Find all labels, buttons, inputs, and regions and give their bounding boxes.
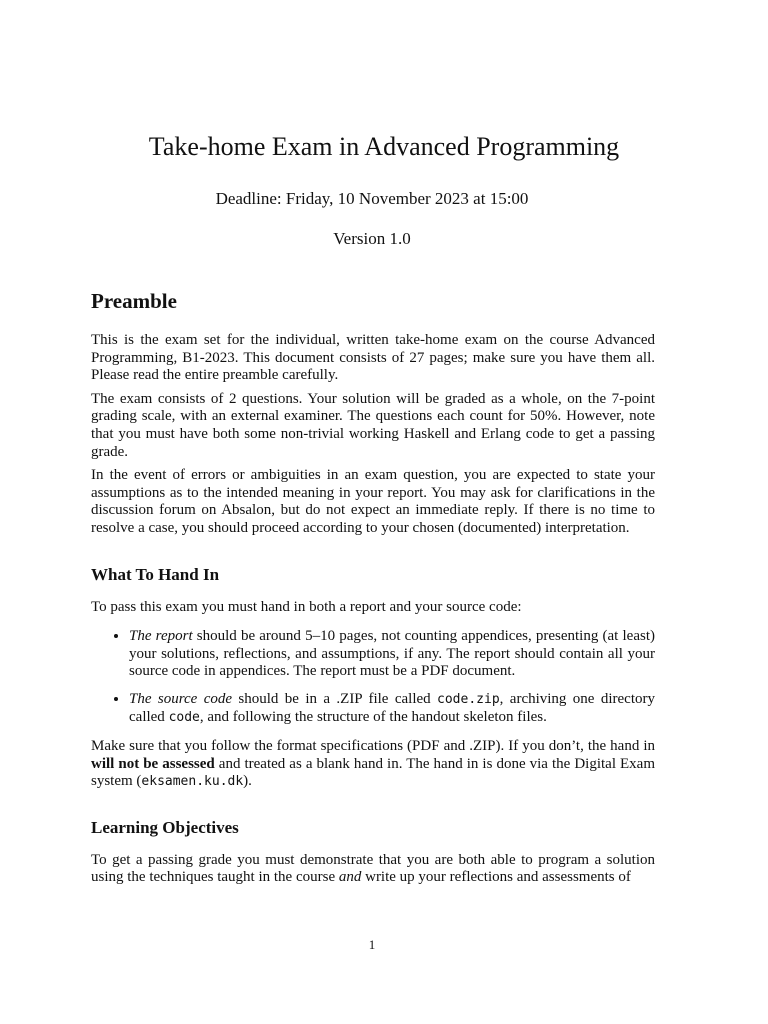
hand-in-list-item-source [129,691,655,726]
deadline-line: Deadline: Friday, 10 November 2023 at 15:00 [215,189,529,208]
directory-name: code [168,709,200,725]
document-body [91,288,655,893]
objectives-heading: Learning Objectives [91,817,239,837]
closing-text-c: ). [243,773,252,790]
source-code-text-c: , and following the structure of the handout skeleton files. [199,708,547,725]
source-code-text-a: should be in a .ZIP file called [232,690,438,707]
source-code-text-b: , archiving one directory called [129,690,655,725]
hand-in-heading: What To Hand In [91,564,220,584]
zip-filename: code.zip [437,691,500,707]
report-emphasis: The report [129,628,193,645]
preamble-paragraph-3: In the event of errors or ambiguities in an exam question, you are expected to state your assumptions as to the intended meaning in your report. You may ask for clarifications in the discussion forum on Absalon, but do not expect an immediate reply. If there is no time to resolve a case, you should proceed according to your chosen (documented) interpretation. [91,467,655,536]
will-not-be-assessed: will not be assessed [91,755,215,772]
preamble-paragraph-1: This is the exam set for the individual, written take-home exam on the course Advanced Programming, B1-2023. This document consists of 27 pages; make sure you have them all. Please read the entire preamble carefully. [91,332,655,384]
source-code-emphasis: The source code [129,690,233,707]
objectives-text-b: write up your reflections and assessments of [361,869,631,886]
hand-in-list-item-report [129,628,655,681]
version-line: Version 1.0 [333,229,411,248]
report-description: should be around 5–10 pages, not counting appendices, presenting (at least) your solutions, reflections, and assumptions, if any. The report should contain all your source code in appendices. The report must be a PDF document. [129,628,655,680]
document-title: Take-home Exam in Advanced Programming [148,132,620,161]
preamble-paragraph-2: The exam consists of 2 questions. Your solution will be graded as a whole, on the 7-point grading scale, with an external examiner. The questions each count for 50%. However, note that you must have both some non-trivial working Haskell and Erlang code to get a passing grade. [91,390,655,460]
hand-in-intro: To pass this exam you must hand in both a report and your source code: [91,598,522,615]
hand-in-list [91,628,655,726]
objectives-text-a: To get a passing grade you must demonstrate that you are both able to program a solution using the techniques taught in the course [91,851,655,886]
page-number: 1 [368,937,376,952]
hand-in-closing [91,738,655,791]
closing-text-a: Make sure that you follow the format specifications (PDF and .ZIP). If you don’t, the hand in [91,738,655,755]
and-emphasis: and [338,869,362,886]
preamble-heading: Preamble [91,289,177,313]
closing-text-b: and treated as a blank hand in. The hand in is done via the Digital Exam system ( [91,755,655,790]
objectives-paragraph [91,852,655,887]
exam-system-url: eksamen.ku.dk [141,774,244,790]
